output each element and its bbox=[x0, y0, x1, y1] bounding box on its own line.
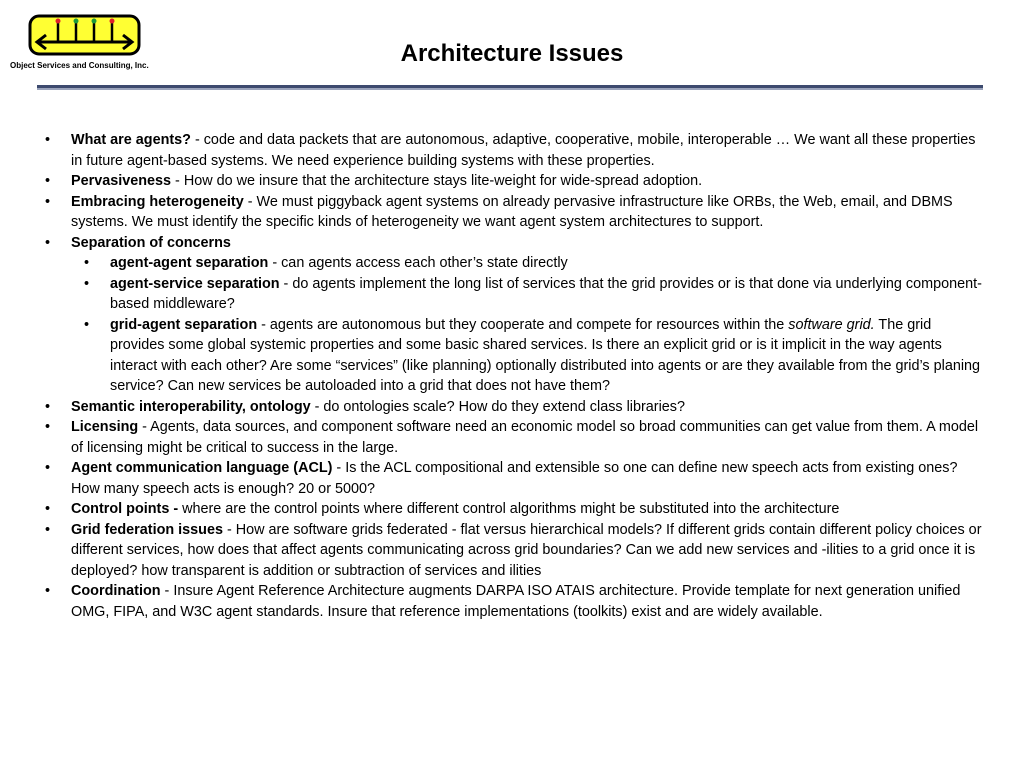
item-term: Embracing heterogeneity bbox=[71, 193, 244, 210]
sub-list-item bbox=[84, 253, 985, 274]
sub-list-item bbox=[84, 274, 985, 315]
item-term: Semantic interoperability, ontology bbox=[71, 398, 311, 415]
bullet-icon: • bbox=[45, 583, 51, 599]
page-title: Architecture Issues bbox=[400, 40, 624, 67]
list-item bbox=[45, 171, 985, 192]
slide-content bbox=[45, 130, 985, 622]
bullet-icon: • bbox=[45, 173, 51, 189]
company-name: Object Services and Consulting, Inc. bbox=[10, 61, 149, 70]
sub-item-term: agent-service separation bbox=[110, 275, 280, 292]
item-term: Licensing bbox=[71, 419, 139, 435]
list-item bbox=[45, 520, 985, 582]
item-term: What are agents? bbox=[71, 132, 191, 148]
bullet-icon: • bbox=[84, 316, 90, 333]
logo-pin-red bbox=[110, 19, 115, 24]
list-item bbox=[45, 458, 985, 499]
list-item bbox=[45, 499, 985, 520]
list-item bbox=[45, 233, 985, 397]
sub-bullet-list bbox=[84, 253, 985, 397]
bullet-icon: • bbox=[45, 460, 51, 476]
item-text: - do ontologies scale? How do they extend class libraries? bbox=[310, 398, 685, 415]
item-term: Grid federation issues bbox=[71, 521, 223, 538]
header-rule-shadow bbox=[37, 88, 983, 90]
sub-item-text: - agents are autonomous but they cooperate and compete for resources within the bbox=[257, 316, 789, 333]
logo-pin-green bbox=[92, 19, 97, 24]
item-text: - code and data packets that are autonomous, adaptive, cooperative, mobile, interoperable … We want all these properties in future agent-based systems. We need experience building systems with these properties. bbox=[71, 132, 976, 169]
bullet-icon: • bbox=[45, 193, 51, 210]
item-term: Pervasiveness bbox=[71, 173, 172, 189]
logo-pin-green bbox=[74, 19, 79, 24]
item-text: where are the control points where different control algorithms might be substituted into the architecture bbox=[178, 501, 840, 517]
item-text: - Agents, data sources, and component software need an economic model so broad communities can get value from them. A model of licensing might be critical to success in the large. bbox=[71, 419, 979, 456]
item-text: - Insure Agent Reference Architecture augments DARPA ISO ATAIS architecture. Provide template for next generation unified OMG, FIPA, and W3C agent standards. Insure that reference implementations (toolkits) exist and are widely available. bbox=[71, 583, 961, 620]
item-text: - How do we insure that the architecture stays lite-weight for wide-spread adoption. bbox=[171, 173, 703, 189]
bullet-icon: • bbox=[45, 521, 51, 538]
bullet-icon: • bbox=[45, 501, 51, 517]
bullet-icon: • bbox=[84, 255, 90, 271]
bullet-icon: • bbox=[45, 132, 51, 148]
sub-item-term: grid-agent separation bbox=[110, 316, 258, 333]
list-item bbox=[45, 192, 985, 233]
list-item bbox=[45, 397, 985, 418]
bullet-icon: • bbox=[84, 275, 90, 292]
sub-item-text: - can agents access each other’s state directly bbox=[268, 255, 568, 271]
item-text: - We must piggyback agent systems on already pervasive infrastructure like ORBs, the Web, email, and DBMS systems. We must identify the specific kinds of heterogeneity we want agent system architectures to support. bbox=[71, 193, 953, 230]
item-term: Separation of concerns bbox=[71, 234, 231, 251]
sub-item-text-continued: The grid provides some global systemic properties and some basic shared services. Is there an explicit grid or is it implicit in the way agents interact with each other? Are some “services” (like planning) optionally distributed into agents or are they available from the grid’s planing service? Can new services be autoloaded into a grid that does not have them? bbox=[110, 316, 981, 394]
bullet-icon: • bbox=[45, 234, 51, 251]
bullet-icon: • bbox=[45, 419, 51, 435]
list-item bbox=[45, 417, 985, 458]
item-term: Coordination bbox=[71, 583, 161, 599]
logo-pin-red bbox=[56, 19, 61, 24]
list-item bbox=[45, 581, 985, 622]
sub-item-italic: software grid. bbox=[788, 316, 875, 333]
bullet-list bbox=[45, 130, 985, 622]
sub-item-term: agent-agent separation bbox=[110, 255, 269, 271]
list-item bbox=[45, 130, 985, 171]
sub-list-item bbox=[84, 315, 985, 397]
item-term: Agent communication language (ACL) bbox=[71, 460, 333, 476]
item-text: - Is the ACL compositional and extensible so one can define new speech acts from existing ones? How many speech acts is enough? 20 or 5000? bbox=[71, 460, 958, 497]
item-text: - How are software grids federated - flat versus hierarchical models? If different grids contain different policy choices or different services, how does that affect agents communicating across grid boundaries? Can we add new services and -ilities to a grid once it is deployed? how transparent is addition or subtraction of services and ilities bbox=[71, 521, 982, 579]
bullet-icon: • bbox=[45, 398, 51, 415]
sub-item-text: - do agents implement the long list of services that the grid provides or is that done via underlying component-based middleware? bbox=[110, 275, 982, 312]
item-term: Control points - bbox=[71, 501, 179, 517]
